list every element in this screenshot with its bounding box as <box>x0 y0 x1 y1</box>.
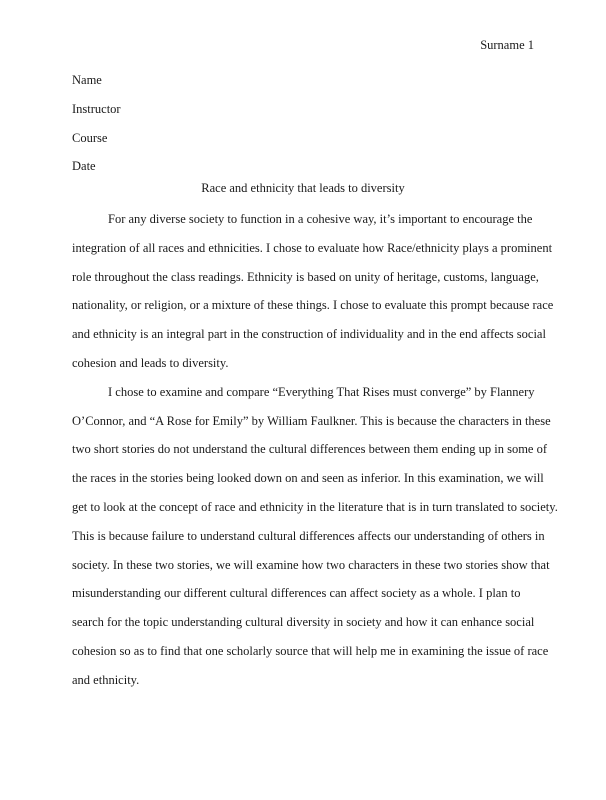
text-line: For any diverse society to function in a cohesive way, it’s important to encourage the <box>108 212 533 226</box>
text-line: role throughout the class readings. Ethnicity is based on unity of heritage, customs, language, <box>72 269 539 284</box>
text-line: search for the topic understanding cultural diversity in society and how it can enhance social <box>72 615 535 630</box>
text-line: and ethnicity is an integral part in the construction of individuality and in the end affects social <box>72 327 546 342</box>
date-line: Date <box>72 159 96 174</box>
essay-body <box>72 205 558 695</box>
text-line: O’Connor, and “A Rose for Emily” by William Faulkner. This is because the characters in these <box>72 413 551 428</box>
text-line: nationality, or religion, or a mixture of these things. I chose to evaluate this prompt because race <box>72 298 554 313</box>
text-line: and ethnicity. <box>72 672 140 687</box>
text-line: the races in the stories being looked down on and seen as inferior. In this examination, we will <box>72 471 544 486</box>
text-line: society. In these two stories, we will examine how two characters in these two stories show that <box>72 557 550 572</box>
paragraph-2 <box>72 378 558 695</box>
text-line: This is because failure to understand cultural differences affects our understanding of others in <box>72 528 545 543</box>
text-line: misunderstanding our different cultural differences can affect society as a whole. I plan to <box>72 586 521 601</box>
instructor-name: Instructor <box>72 101 121 116</box>
student-info-block <box>72 72 121 187</box>
paragraph-1 <box>72 205 554 378</box>
text-line: integration of all races and ethnicities. I chose to evaluate how Race/ethnicity plays a prominent <box>72 240 553 255</box>
text-line: cohesion and leads to diversity. <box>72 355 229 370</box>
text-line: cohesion so as to find that one scholarly source that will help me in examining the issue of race <box>72 643 549 658</box>
essay-title: Race and ethnicity that leads to diversity <box>201 181 405 195</box>
text-line: I chose to examine and compare “Everything That Rises must converge” by Flannery <box>108 384 535 399</box>
course-name: Course <box>72 130 108 145</box>
student-name: Name <box>72 73 102 87</box>
text-line: get to look at the concept of race and ethnicity in the literature that is in turn translated to society. <box>72 499 558 514</box>
text-line: two short stories do not understand the cultural differences between them ending up in some of <box>72 442 547 457</box>
running-head: Surname 1 <box>480 38 534 52</box>
